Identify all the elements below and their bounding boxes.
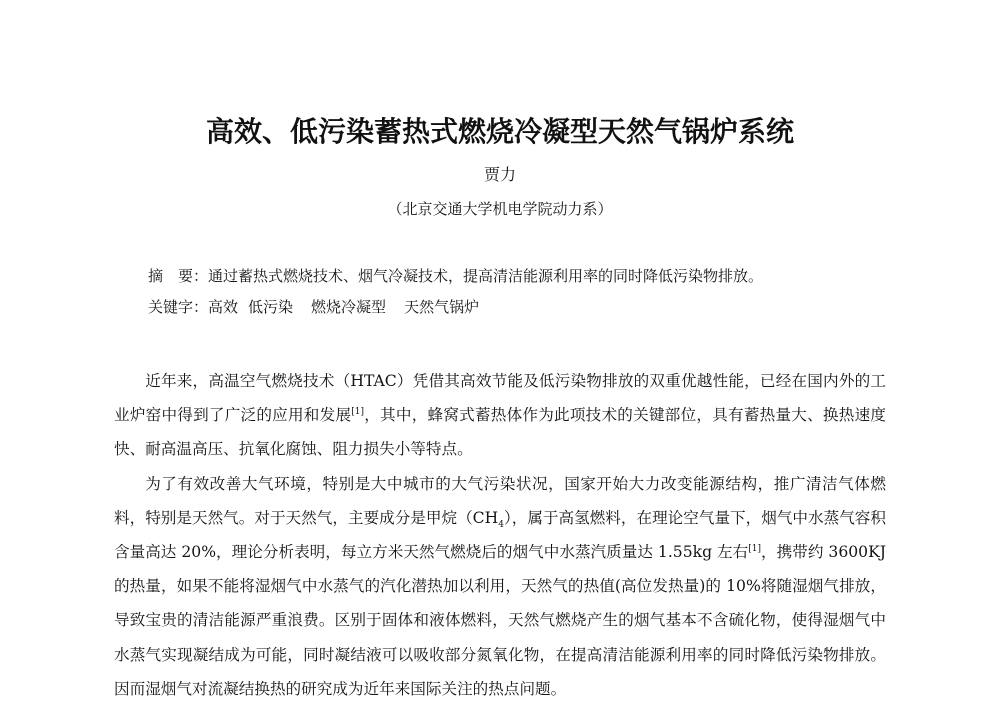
- keyword: 低污染: [248, 298, 294, 316]
- author-affiliation: （北京交通大学机电学院动力系）: [387, 200, 613, 218]
- keywords-label: 关键字：: [148, 298, 209, 316]
- keyword: 燃烧冷凝型: [311, 298, 387, 316]
- author-name: 贾力: [483, 165, 516, 184]
- paragraph-text: ），属于高氢燃料，在理论空气量下，烟气中水蒸气容积含量高达 20%，理论分析表明，每立方米天然气燃烧后的烟气中水蒸汽质量达 1.55kg 左右: [114, 508, 886, 562]
- paper-title: 高效、低污染蓄热式燃烧冷凝型天然气锅炉系统: [205, 115, 794, 148]
- body-text: [114, 364, 886, 706]
- paragraph-text: ，其中，蜂窝式蓄热体作为此项技术的关键部位，具有蓄热量大、换热速度快、耐高温高压、抗氧化腐蚀、阻力损失小等特点。: [114, 406, 886, 459]
- paragraph-text: 近年来，高温空气燃烧技术（HTAC）凭借其高效节能及低污染物排放的双重优越性能，已经在国内外的工业炉窑中得到了广泛的应用和发展: [114, 372, 886, 425]
- paragraph-text: ，携带约 3600KJ 的热量，如果不能将湿烟气中水蒸气的汽化潜热加以利用，天然气的热值(高位发热量)的 10%将随湿烟气排放，导致宝贵的清洁能源严重浪费。区别于固体和液体燃料，天然气燃烧产生的烟气基本不含硫化物，使得湿烟气中水蒸气实现凝结成为可能，同时凝结液可以吸收部分氮氧化物，在提高清洁能源利用率的同时降低污染物排放。因而湿烟气对流凝结换热的研究成为近年来国际关注的热点问题。: [114, 543, 886, 698]
- paragraph-text: 为了有效改善大气环境，特别是大中城市的大气污染状况，国家开始大力改变能源结构，推广清洁气体燃料，特别是天然气。对于天然气，主要成分是甲烷（CH: [114, 474, 886, 527]
- citation-ref[interactable]: [1]: [351, 407, 365, 418]
- abstract-label: 摘 要：: [148, 267, 209, 285]
- keyword: 天然气锅炉: [404, 298, 480, 316]
- citation-ref[interactable]: [1]: [748, 543, 762, 554]
- abstract-text: 通过蓄热式燃烧技术、烟气冷凝技术，提高清洁能源利用率的同时降低污染物排放。: [208, 267, 764, 285]
- keyword: 高效: [208, 298, 239, 316]
- keywords: [148, 296, 908, 318]
- paragraph-1: [114, 364, 886, 467]
- abstract: [148, 265, 908, 287]
- chemical-subscript: 4: [498, 519, 504, 530]
- paragraph-2: [114, 467, 886, 706]
